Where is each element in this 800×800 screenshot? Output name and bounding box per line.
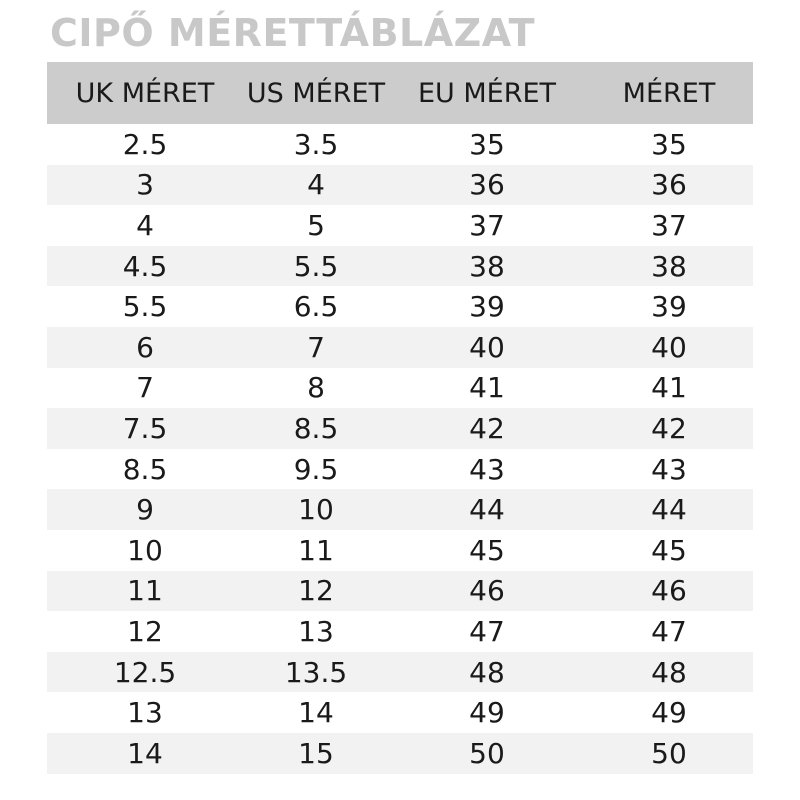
table-row — [47, 571, 753, 612]
header-us-size: US MÉRET — [243, 62, 389, 124]
cell-size: 45 — [651, 533, 687, 567]
cell-size: 42 — [585, 408, 753, 449]
table-row — [47, 652, 753, 693]
cell-eu-size: 43 — [469, 452, 505, 486]
cell-us-size: 13.5 — [243, 652, 389, 693]
cell-eu-size: 48 — [389, 652, 585, 693]
table-row — [47, 530, 753, 571]
cell-uk-size: 6 — [47, 327, 243, 368]
cell-size: 40 — [585, 327, 753, 368]
table-row — [47, 408, 753, 449]
cell-us-size: 8 — [307, 371, 325, 405]
cell-eu-size: 49 — [469, 696, 505, 730]
size-chart-table — [47, 62, 753, 774]
cell-uk-size: 4.5 — [47, 246, 243, 287]
header-uk-size: UK MÉRET — [47, 62, 243, 124]
cell-size: 50 — [585, 733, 753, 774]
cell-size: 38 — [585, 246, 753, 287]
cell-eu-size: 42 — [389, 408, 585, 449]
cell-size: 41 — [651, 371, 687, 405]
cell-eu-size: 44 — [389, 489, 585, 530]
cell-uk-size: 3 — [47, 165, 243, 206]
cell-uk-size: 7.5 — [47, 408, 243, 449]
cell-eu-size: 37 — [469, 208, 505, 242]
cell-us-size: 5 — [307, 208, 325, 242]
cell-size: 35 — [651, 127, 687, 161]
cell-eu-size: 35 — [469, 127, 505, 161]
cell-uk-size: 10 — [127, 533, 163, 567]
cell-size: 46 — [585, 571, 753, 612]
header-size: MÉRET — [585, 62, 753, 124]
cell-eu-size: 38 — [389, 246, 585, 287]
cell-eu-size: 40 — [389, 327, 585, 368]
cell-eu-size: 47 — [469, 614, 505, 648]
cell-eu-size: 45 — [469, 533, 505, 567]
cell-size: 39 — [651, 290, 687, 324]
cell-size: 43 — [651, 452, 687, 486]
cell-size: 48 — [585, 652, 753, 693]
cell-eu-size: 41 — [469, 371, 505, 405]
cell-uk-size: 9 — [47, 489, 243, 530]
table-row — [47, 124, 753, 165]
cell-eu-size: 46 — [389, 571, 585, 612]
table-row — [47, 489, 753, 530]
table-header — [47, 62, 753, 124]
cell-uk-size: 13 — [127, 696, 163, 730]
cell-uk-size: 11 — [47, 571, 243, 612]
table-row — [47, 165, 753, 206]
header-eu-size: EU MÉRET — [389, 62, 585, 124]
cell-us-size: 3.5 — [293, 127, 339, 161]
cell-us-size: 13 — [298, 614, 334, 648]
cell-size: 44 — [585, 489, 753, 530]
table-row — [47, 368, 753, 409]
cell-us-size: 8.5 — [243, 408, 389, 449]
page-title: CIPŐ MÉRETTÁBLÁZAT — [50, 11, 536, 55]
header-row — [47, 62, 753, 124]
cell-uk-size: 12.5 — [47, 652, 243, 693]
cell-us-size: 6.5 — [293, 290, 339, 324]
cell-us-size: 5.5 — [243, 246, 389, 287]
cell-eu-size: 36 — [389, 165, 585, 206]
cell-us-size: 9.5 — [293, 452, 339, 486]
table-row — [47, 449, 753, 490]
table-body — [47, 124, 753, 774]
cell-us-size: 7 — [243, 327, 389, 368]
cell-uk-size: 5.5 — [122, 290, 168, 324]
cell-size: 36 — [585, 165, 753, 206]
table-row — [47, 733, 753, 774]
table-row — [47, 327, 753, 368]
cell-us-size: 4 — [243, 165, 389, 206]
cell-uk-size: 4 — [136, 208, 154, 242]
cell-us-size: 12 — [243, 571, 389, 612]
cell-uk-size: 8.5 — [122, 452, 168, 486]
cell-eu-size: 39 — [469, 290, 505, 324]
cell-us-size: 11 — [298, 533, 334, 567]
cell-uk-size: 12 — [127, 614, 163, 648]
cell-us-size: 15 — [243, 733, 389, 774]
cell-uk-size: 7 — [136, 371, 154, 405]
cell-us-size: 10 — [243, 489, 389, 530]
table-row — [47, 205, 753, 246]
cell-uk-size: 2.5 — [122, 127, 168, 161]
cell-size: 37 — [651, 208, 687, 242]
cell-us-size: 14 — [298, 696, 334, 730]
table-row — [47, 692, 753, 733]
cell-size: 47 — [651, 614, 687, 648]
cell-uk-size: 14 — [47, 733, 243, 774]
table-row — [47, 611, 753, 652]
table-row — [47, 286, 753, 327]
cell-size: 49 — [651, 696, 687, 730]
cell-eu-size: 50 — [389, 733, 585, 774]
table-row — [47, 246, 753, 287]
